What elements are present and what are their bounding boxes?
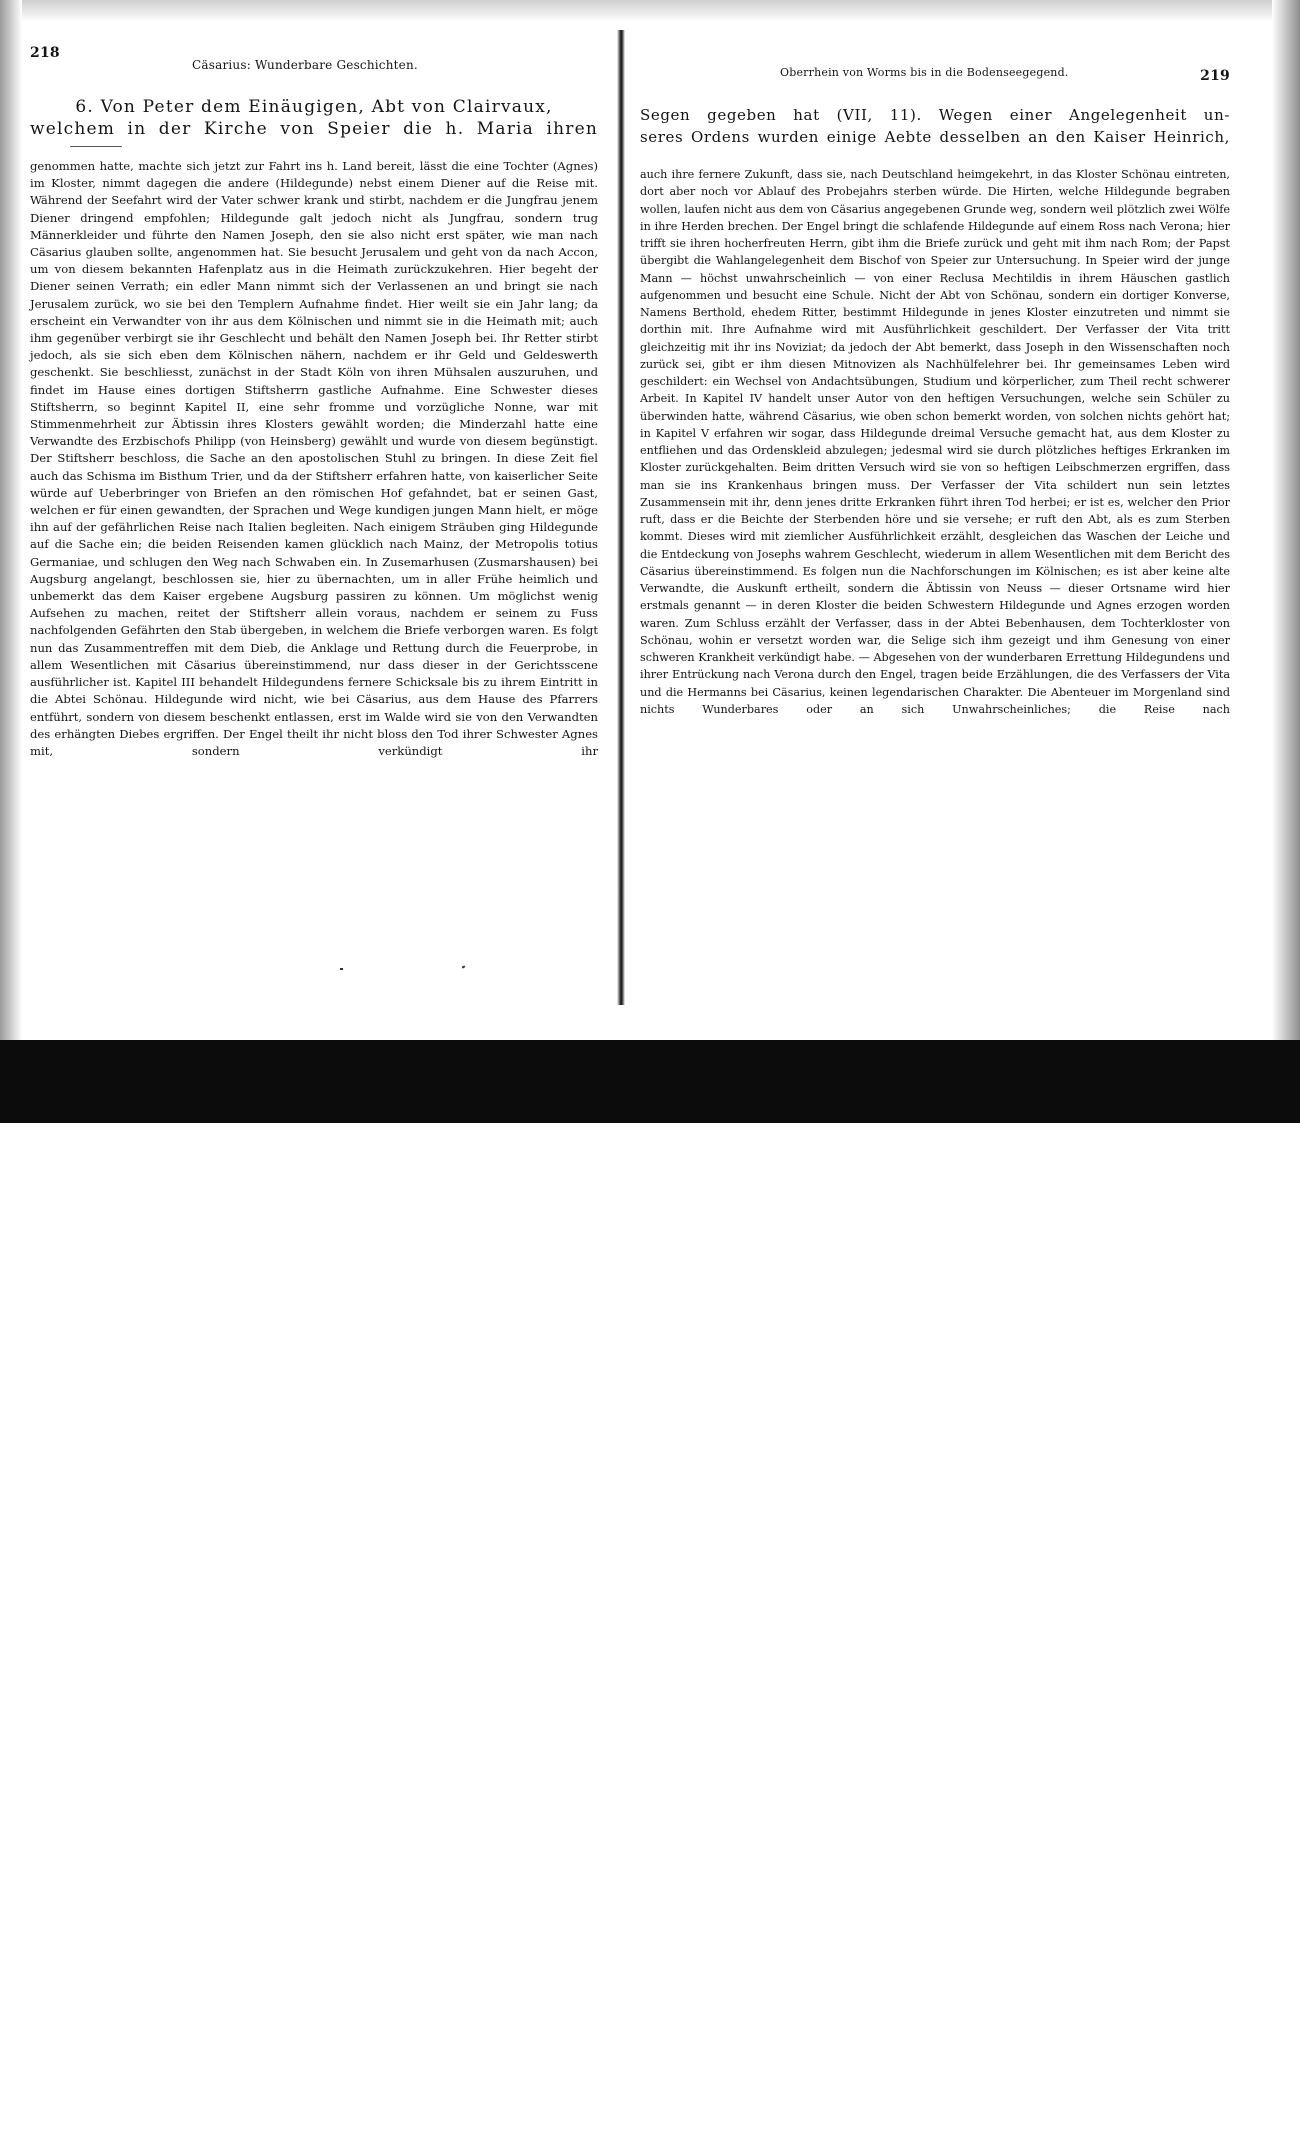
section-title-line-1: 6. Von Peter dem Einäugigen, Abt von Clairvaux, — [75, 97, 553, 117]
right-running-title: Oberrhein von Worms bis in die Bodenseegegend. — [780, 66, 1069, 79]
watermark-band — [0, 1040, 1300, 2138]
left-body-text — [30, 158, 598, 760]
scanned-book-spread — [0, 0, 1300, 1040]
left-page-number: 218 — [30, 45, 60, 61]
book-spine — [617, 30, 625, 1005]
right-page-number: 219 — [1200, 68, 1230, 84]
print-speck — [462, 965, 466, 968]
section-title-line-2: welchem in der Kirche von Speier die h. Maria ihren — [30, 119, 598, 139]
title-rule — [70, 146, 122, 147]
right-page-header — [640, 48, 1230, 84]
print-speck — [340, 968, 343, 970]
left-running-title: Cäsarius: Wunderbare Geschichten. — [192, 58, 418, 72]
right-body-text — [640, 166, 1230, 718]
scan-shadow-top — [0, 0, 1300, 22]
alamy-logo: alamy — [40, 2102, 134, 2138]
right-lead-line-2: seres Ordens wurden einige Aebte desselben an den Kaiser Heinrich, — [640, 128, 1230, 146]
right-lead-text — [640, 104, 1230, 148]
image-meta — [1126, 2094, 1258, 2128]
scan-shadow-right — [1272, 0, 1300, 1040]
image-id: Image ID: W6CTG3 — [1126, 2094, 1258, 2111]
left-paragraph: genommen hatte, machte sich jetzt zur Fahrt ins h. Land bereit, lässt die eine Tochter (Agnes) im Kloster, nimmt dagegen die andere (Hildegunde) nebst einem Diener auf die Reise mit. Während der Seefahrt wird der Vater schwer krank und stirbt, nachdem er die Jungfrau jenem Diener dringend empfohlen; Hildegunde galt jedoch nicht als Jungfrau, sondern trug Männerkleider und führte den Namen Joseph, den sie also nicht erst später, wie man nach Cäsarius glauben sollte, angenommen hat. Sie besucht Jerusalem und geht von da nach Accon, um von diesem bekannten Hafenplatz aus in die Heimath zurückzukehren. Hier begeht der Diener seinen Verrath; ein edler Mann nimmt sich der Verlassenen an und bringt sie nach Jerusalem zurück, wo sie bei den Templern Aufnahme findet. Hier weilt sie ein Jahr lang; da erscheint ein Verwandter von ihr aus dem Kölnischen und nimmt sie in die Heimath mit; auch ihm gegenüber verbirgt sie ihr Geschlecht und behält den Namen Joseph bei. Ihr Retter stirbt jedoch, als sie sich eben dem Kölnischen nähern, nachdem er ihr Geld und Geldeswerth geschenkt. Sie beschliesst, zunächst in der Stadt Köln von ihren Mühsalen auszuruhen, und findet im Hause eines dortigen Stiftsherrn gastliche Aufnahme. Eine Schwester dieses Stiftsherrn, so beginnt Kapitel II, eine sehr fromme und vorzügliche Nonne, war mit Stimmenmehrheit zur Äbtissin ihres Klosters gewählt worden; die Minderzahl hatte eine Verwandte des Erzbischofs Philipp (von Heinsberg) gewählt und wurde von diesem begünstigt. Der Stiftsherr beschloss, die Sache an den apostolischen Stuhl zu bringen. In diese Zeit fiel auch das Schisma im Bisthum Trier, und da der Stiftsherr erfahren hatte, von kaiserlicher Seite würde auf Ueberbringer von Briefen an den römischen Hof gefahndet, bat er seinen Gast, welchen er für einen gewandten, der Sprachen und Wege kundigen jungen Mann hielt, er möge ihn auf der gefährlichen Reise nach Italien begleiten. Nach einigem Sträuben ging Hildegunde auf die Sache ein; die beiden Reisenden kamen glücklich nach Mainz, der Metropolis totius Germaniae, und schlugen den Weg nach Schwaben ein. In Zusemarhusen (Zusmarshausen) bei Augsburg angelangt, beschlossen sie, hier zu übernachten, um in aller Frühe heimlich und unbemerkt das dem Kaiser ergebene Augsburg passiren zu können. Um möglichst wenig Aufsehen zu machen, reitet der Stiftsherr allein voraus, nachdem er seinem zu Fuss nachfolgenden Gefährten den Stab übergeben, in welchem die Briefe verborgen waren. Es folgt nun das Zusammentreffen mit dem Dieb, die Anklage und Rettung durch die Feuerprobe, in allem Wesentlichen mit Cäsarius übereinstimmend, nur dass dieser in der Gerichtsscene ausführlicher ist. Kapitel III behandelt Hildegundens fernere Schicksale bis zu ihrem Eintritt in die Abtei Schönau. Hildegunde wird nicht, wie bei Cäsarius, aus dem Hause des Pfarrers entführt, sondern von diesem beschenkt entlassen, erst im Walde wird sie von den Verwandten des erhängten Diebes ergriffen. Der Engel theilt ihr nicht bloss den Tod ihrer Schwester Agnes mit, sondern verkündigt ihr — [30, 159, 598, 758]
section-title — [30, 96, 598, 140]
left-page-header — [30, 45, 598, 72]
right-paragraph: auch ihre fernere Zukunft, dass sie, nach Deutschland heimgekehrt, in das Kloster Schönau eintreten, dort aber noch vor Ablauf des Probejahrs sterben würde. Die Hirten, welche Hildegunde begraben wollen, laufen nicht aus dem von Cäsarius angegebenen Grunde weg, sondern weil plötzlich zwei Wölfe in ihre Herden brechen. Der Engel bringt die schlafende Hildegunde auf einem Ross nach Verona; hier trifft sie ihren hocherfreuten Herrn, gibt ihm die Briefe zurück und geht mit ihm nach Rom; der Papst übergibt die Wahlangelegenheit dem Bischof von Speier zur Untersuchung. In Speier wird der junge Mann — höchst unwahrscheinlich — von einer Reclusa Mechtildis in ihrem Häuschen gastlich aufgenommen und besucht eine Schule. Nicht der Abt von Schönau, sondern ein dortiger Konverse, Namens Berthold, ehedem Ritter, bestimmt Hildegunde in jenes Kloster einzutreten und nimmt sie dorthin mit. Ihre Aufnahme wird mit Ausführlichkeit geschildert. Der Verfasser der Vita tritt gleichzeitig mit ihr ins Noviziat; da jedoch der Abt bemerkt, dass Joseph in den Wissenschaften noch zurück sei, gibt er ihm diesen Mitnovizen als Nachhülfelehrer bei. Ihr gemeinsames Leben wird geschildert: ein Wechsel von Andachtsübungen, Studium und körperlicher, zum Theil recht schwerer Arbeit. In Kapitel IV handelt unser Autor von den heftigen Versuchungen, welche sein Schüler zu überwinden hatte, während Cäsarius, wie oben schon bemerkt worden, von solchen nichts gehört hat; in Kapitel V erfahren wir sogar, dass Hildegunde dreimal Versuche gemacht hat, aus dem Kloster zu entfliehen und das Ordenskleid abzulegen; jedesmal wird sie durch plötzliches heftiges Erkranken im Kloster zurückgehalten. Beim dritten Versuch wird sie von so heftigen Leibschmerzen ergriffen, dass man sie ins Krankenhaus bringen muss. Der Verfasser der Vita schildert nun sein letztes Zusammensein mit ihr, denn jenes dritte Erkranken führt ihren Tod herbei; er ist es, welcher den Prior ruft, dass er die Beichte der Sterbenden höre und sie versehe; er ruft den Abt, als es zum Sterben kommt. Dieses wird mit ziemlicher Ausführlichkeit erzählt, desgleichen das Waschen der Leiche und die Entdeckung von Josephs wahrem Geschlecht, wiederum in allem Wesentlichen mit dem Bericht des Cäsarius übereinstimmend. Es folgen nun die Nachforschungen im Kölnischen; es ist aber keine alte Verwandte, die Auskunft ertheilt, sondern die Äbtissin von Neuss — dieser Ortsname wird hier erstmals genannt — in deren Kloster die beiden Schwestern Hildegunde und Agnes erzogen worden waren. Zum Schluss erzählt der Verfasser, dass in der Abtei Bebenhausen, dem Tochterkloster von Schönau, wohin er versetzt worden war, die Selige sich ihm gezeigt und ihm Genesung von einer schweren Krankheit verkündigt habe. — Abgesehen von der wunderbaren Errettung Hildegundens und ihrer Entrückung nach Verona durch den Engel, tragen beide Erzählungen, die des Verfassers der Vita und die Hermanns bei Cäsarius, keinen legendarischen Charakter. Die Abenteuer im Morgenland sind nichts Wunderbares oder an sich Unwahrscheinliches; die Reise nach — [640, 168, 1230, 716]
site-url: www.alamy.com — [1157, 2111, 1258, 2127]
scan-shadow-left — [0, 0, 22, 1040]
right-lead-line-1: Segen gegeben hat (VII, 11). Wegen einer Angelegenheit un- — [640, 106, 1230, 124]
